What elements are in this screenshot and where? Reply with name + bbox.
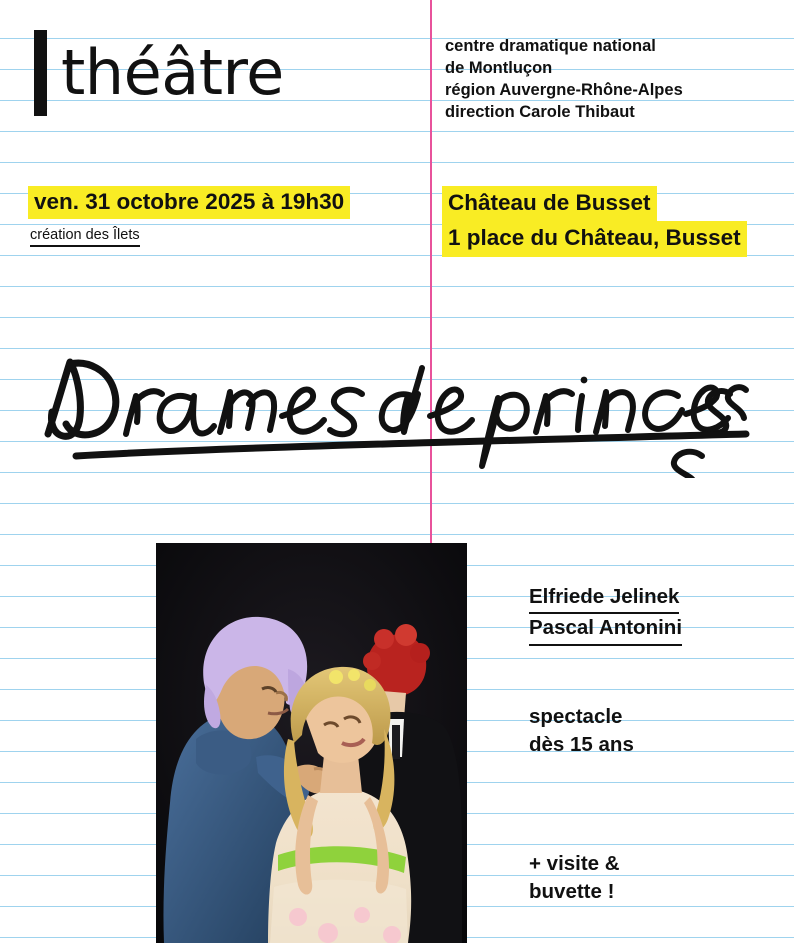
venue-block	[442, 186, 747, 257]
organisation-line-1: centre dramatique national	[445, 37, 656, 55]
production-note: création des Îlets	[30, 227, 140, 247]
logo-wordmark: théâtre	[61, 36, 284, 109]
venue-address: 1 place du Château, Busset	[442, 221, 747, 256]
extras-line-1: + visite &	[529, 852, 620, 875]
poster-header	[34, 26, 764, 136]
credit-author: Elfriede Jelinek	[529, 583, 679, 614]
audience-line-1: spectacle	[529, 705, 623, 728]
credit-director: Pascal Antonini	[529, 614, 682, 645]
extras-block	[529, 850, 620, 907]
organisation-block	[445, 36, 683, 124]
organisation-line-3: région Auvergne-Rhône-Alpes	[445, 80, 683, 99]
organisation-line-2: de Montluçon	[445, 58, 553, 77]
organisation-line-4: direction Carole Thibaut	[445, 102, 635, 121]
show-title	[30, 338, 760, 478]
credits-block	[529, 583, 682, 646]
theatre-logo	[34, 30, 284, 116]
audience-block	[529, 703, 634, 760]
audience-line-2: dès 15 ans	[529, 733, 634, 757]
venue-name: Château de Busset	[442, 186, 657, 221]
logo-bar-icon	[34, 30, 47, 116]
extras-line-2: buvette !	[529, 880, 615, 904]
event-date: ven. 31 octobre 2025 à 19h30	[28, 186, 350, 219]
production-photo	[156, 543, 467, 943]
